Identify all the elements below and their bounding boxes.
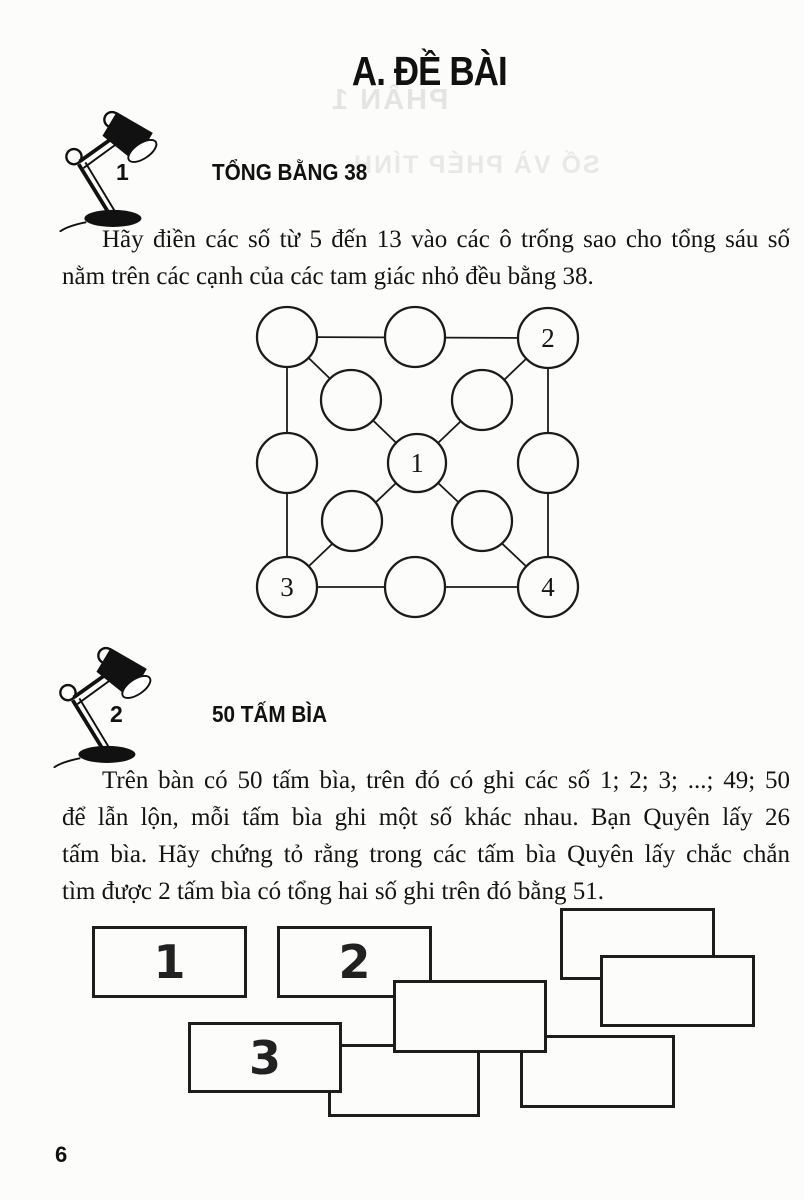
empty-cell-circle (518, 433, 578, 493)
empty-cell-circle (385, 307, 445, 367)
text-line: để lẫn lộn, mỗi tấm bìa ghi một số khác nhau. Bạn Quyên lấy 26 (62, 804, 790, 831)
circle-label-3: 3 (280, 572, 294, 602)
bleedthrough-section-label: SỐ VÀ PHÉP TÍNH (352, 151, 600, 179)
empty-cell-circle (385, 557, 445, 617)
card-number: 1 (153, 935, 186, 989)
text-line: tấm bìa. Hãy chứng tỏ rằng trong các tấm bìa Quyên lấy chắc chắn (62, 841, 790, 868)
desk-lamp-icon (54, 106, 168, 232)
text-line: Trên bàn có 50 tấm bìa, trên đó có ghi các số 1; 2; 3; ...; 49; 50 (102, 767, 790, 794)
problem-2-heading: 50 TẤM BÌA (212, 701, 328, 727)
empty-cell-circle (452, 491, 512, 551)
problem-2-number: 2 (110, 701, 123, 727)
page-title: A. ĐỀ BÀI (351, 48, 507, 94)
circle-label-2: 2 (541, 323, 555, 353)
card-number: 3 (248, 1030, 281, 1085)
circle-label-4: 4 (541, 572, 555, 602)
empty-cell-circle (322, 491, 382, 551)
empty-cell-circle (452, 370, 512, 430)
blank-card (393, 980, 547, 1053)
text-line: Hãy điền các số từ 5 đến 13 vào các ô trống sao cho tổng sáu số (102, 226, 790, 253)
card-3 (188, 1022, 342, 1093)
bleedthrough-part-label: PHẦN 1 (330, 84, 449, 116)
card-number: 2 (338, 935, 371, 989)
triangle-sum-diagram (230, 290, 610, 630)
empty-cell-circle (257, 433, 317, 493)
page-number: 6 (55, 1142, 68, 1167)
circle-label-1: 1 (410, 448, 424, 478)
text-line: tìm được 2 tấm bìa có tổng hai số ghi trên đó bằng 51. (62, 878, 604, 905)
empty-cell-circle (257, 307, 317, 367)
blank-card (328, 1044, 480, 1117)
blank-card (600, 955, 755, 1027)
problem-2-text (62, 762, 790, 910)
desk-lamp-icon (48, 642, 162, 768)
problem-1-heading: TỔNG BẰNG 38 (212, 159, 368, 185)
text-line: nằm trên các cạnh của các tam giác nhỏ đều bằng 38. (62, 263, 594, 290)
problem-1-text (62, 221, 790, 295)
empty-cell-circle (321, 370, 381, 430)
problem-1-number: 1 (116, 159, 129, 185)
card-1 (92, 926, 247, 998)
